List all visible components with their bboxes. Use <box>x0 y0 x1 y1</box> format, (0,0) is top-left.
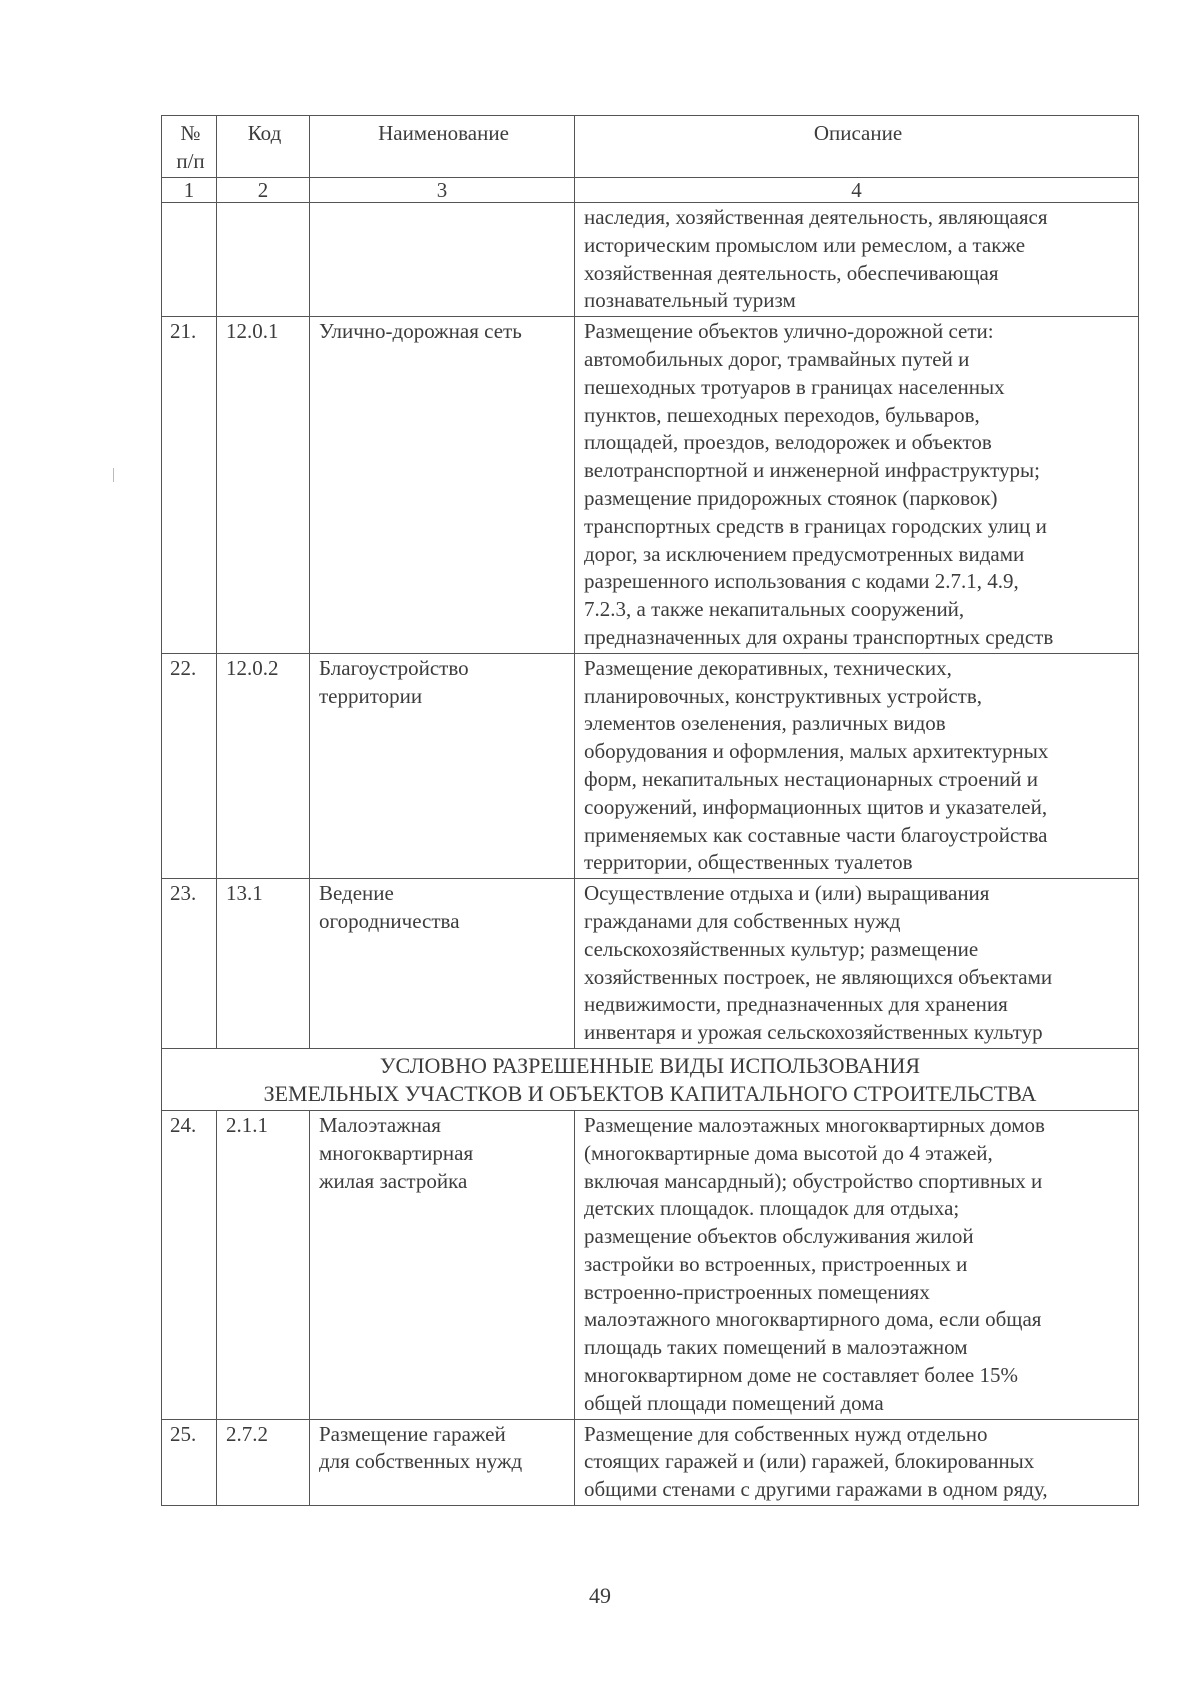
table-row <box>162 317 1139 654</box>
scan-artifact <box>113 468 114 482</box>
header-row <box>162 116 1139 178</box>
header-code: Код <box>217 116 310 178</box>
row-description: Размещение декоративных, технических, планировочных, конструктивных устройств, элементов озеленения, различных видов оборудования и оформления, малых архитектурных форм, некапитальных нестационарных строений и сооружений, информационных щитов и указателей, применяемых как составные части благоустройства территории, общественных туалетов <box>575 653 1139 878</box>
section-heading-row <box>162 1048 1139 1110</box>
header-number: № п/п <box>162 116 217 178</box>
header-name: Наименование <box>310 116 575 178</box>
table-row-continuation <box>162 203 1139 317</box>
row-number: 25. <box>162 1419 217 1505</box>
row-description: наследия, хозяйственная деятельность, являющаяся историческим промыслом или ремеслом, а также хозяйственная деятельность, обеспечивающая познавательный туризм <box>575 203 1139 317</box>
row-code: 2.1.1 <box>217 1110 310 1419</box>
column-number: 3 <box>310 178 575 203</box>
column-number-row <box>162 178 1139 203</box>
row-code: 12.0.2 <box>217 653 310 878</box>
row-name: Размещение гаражей для собственных нужд <box>310 1419 575 1505</box>
page-number: 49 <box>589 1583 611 1608</box>
table-row <box>162 1110 1139 1419</box>
row-name: Малоэтажная многоквартирная жилая застройка <box>310 1110 575 1419</box>
header-description: Описание <box>575 116 1139 178</box>
table-row <box>162 1419 1139 1505</box>
row-code: 13.1 <box>217 879 310 1049</box>
row-number: 21. <box>162 317 217 654</box>
column-number: 2 <box>217 178 310 203</box>
table-row <box>162 879 1139 1049</box>
row-code: 2.7.2 <box>217 1419 310 1505</box>
section-heading: УСЛОВНО РАЗРЕШЕННЫЕ ВИДЫ ИСПОЛЬЗОВАНИЯ ЗЕМЕЛЬНЫХ УЧАСТКОВ И ОБЪЕКТОВ КАПИТАЛЬНОГО СТРОИТЕЛЬСТВА <box>162 1048 1139 1110</box>
row-name: Улично-дорожная сеть <box>310 317 575 654</box>
land-use-table <box>161 115 1139 1506</box>
row-description: Размещение для собственных нужд отдельно стоящих гаражей и (или) гаражей, блокированных общими стенами с другими гаражами в одном ряду, <box>575 1419 1139 1505</box>
row-name: Благоустройство территории <box>310 653 575 878</box>
row-description: Размещение объектов улично-дорожной сети: автомобильных дорог, трамвайных путей и пешеходных тротуаров в границах населенных пунктов, пешеходных переходов, бульваров, площадей, проездов, велодорожек и объектов велотранспортной и инженерной инфраструктуры; размещение придорожных стоянок (парковок) транспортных средств в границах городских улиц и дорог, за исключением предусмотренных видами разрешенного использования с кодами 2.7.1, 4.9, 7.2.3, а также некапитальных сооружений, предназначенных для охраны транспортных средств <box>575 317 1139 654</box>
row-number: 22. <box>162 653 217 878</box>
row-number: 23. <box>162 879 217 1049</box>
row-description: Размещение малоэтажных многоквартирных домов (многоквартирные дома высотой до 4 этажей, включая мансардный); обустройство спортивных и детских площадок. площадок для отдыха; размещение объектов обслуживания жилой застройки во встроенных, пристроенных и встроенно-пристроенных помещениях малоэтажного многоквартирного дома, если общая площадь таких помещений в малоэтажном многоквартирном доме не составляет более 15% общей площади помещений дома <box>575 1110 1139 1419</box>
row-number: 24. <box>162 1110 217 1419</box>
row-code: 12.0.1 <box>217 317 310 654</box>
column-number: 1 <box>162 178 217 203</box>
table-row <box>162 653 1139 878</box>
row-name: Ведение огородничества <box>310 879 575 1049</box>
column-number: 4 <box>575 178 1139 203</box>
row-description: Осуществление отдыха и (или) выращивания гражданами для собственных нужд сельскохозяйственных культур; размещение хозяйственных построек, не являющихся объектами недвижимости, предназначенных для хранения инвентаря и урожая сельскохозяйственных культур <box>575 879 1139 1049</box>
